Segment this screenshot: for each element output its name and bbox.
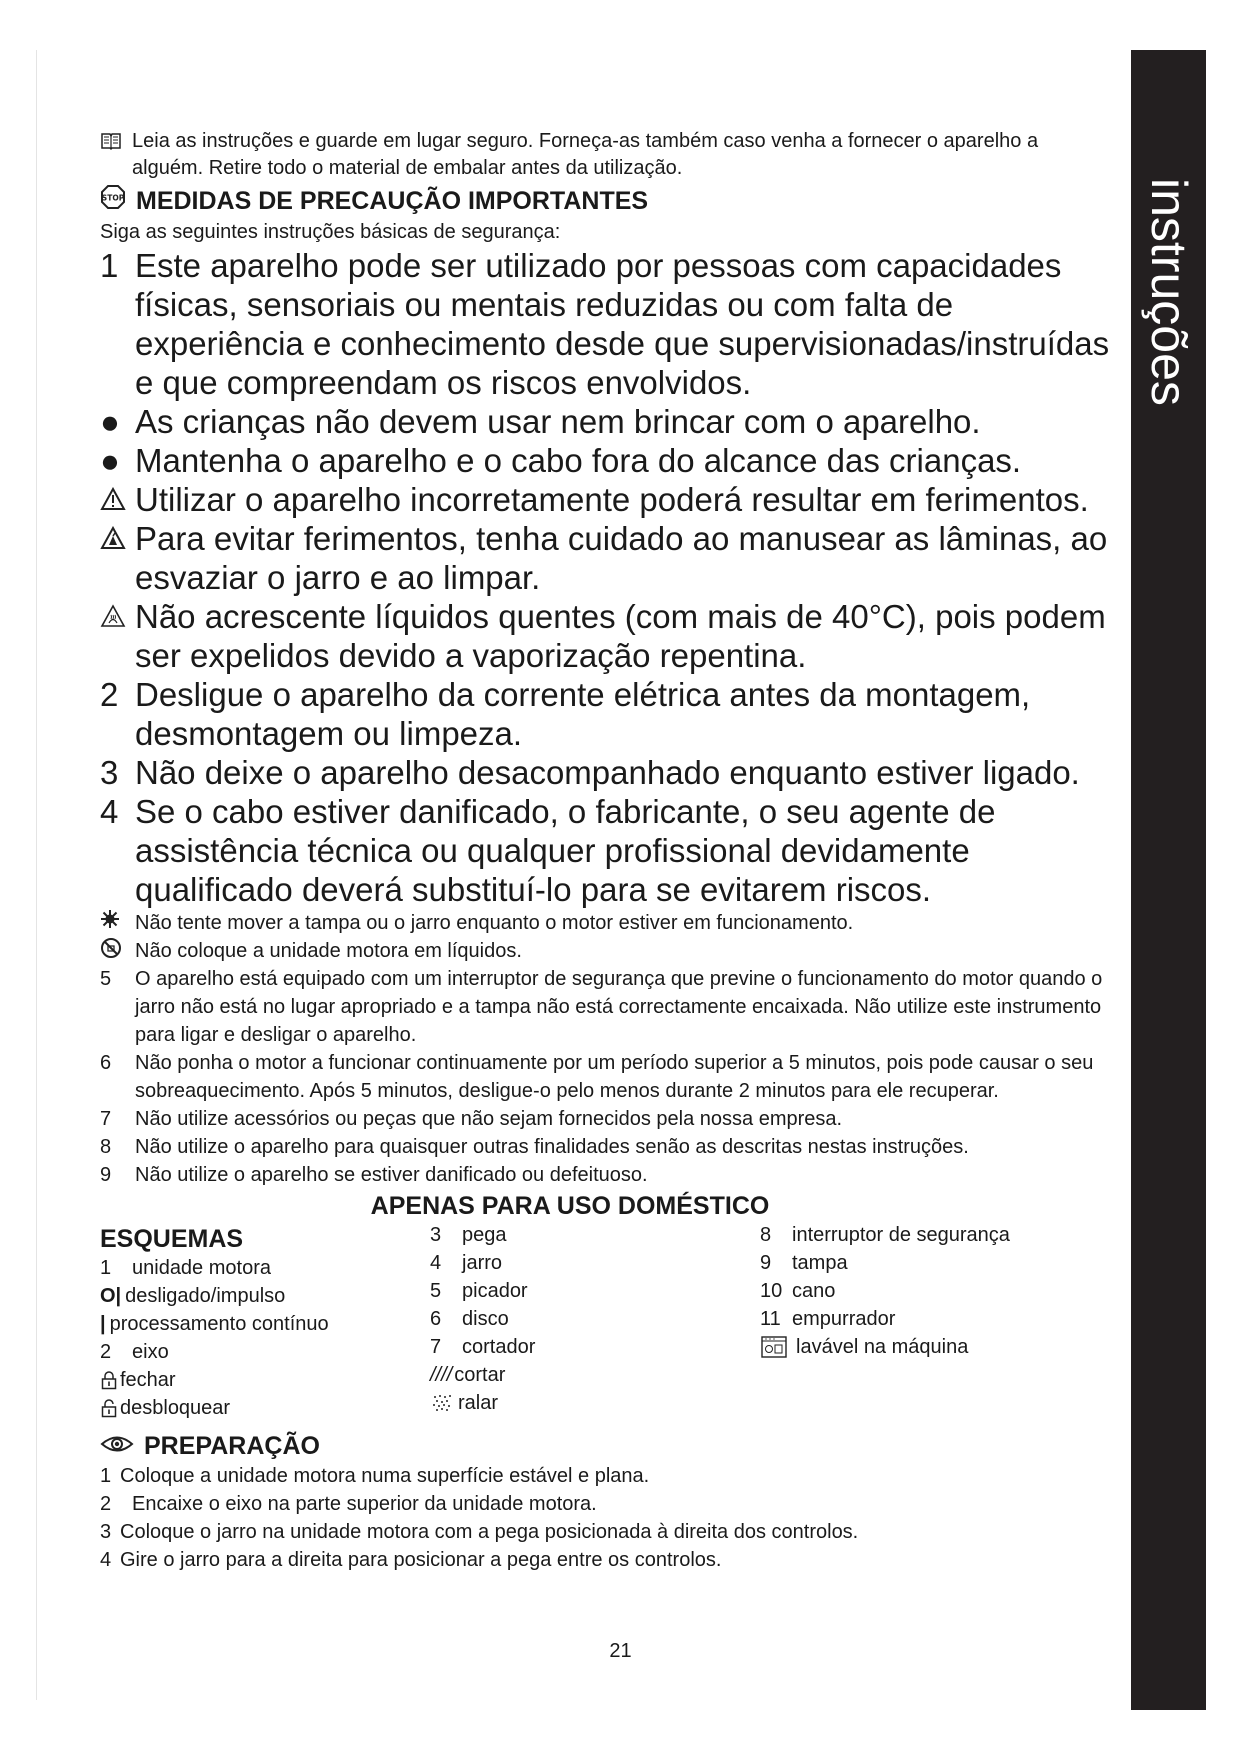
list-item xyxy=(100,1133,1110,1161)
intro-paragraph xyxy=(100,128,1110,182)
item-number: 7 xyxy=(430,1336,442,1358)
list-item xyxy=(100,1161,1110,1189)
schema-item xyxy=(760,1305,1060,1333)
continuous-symbol: | xyxy=(100,1313,106,1335)
precautions-subtitle: Siga as seguintes instruções básicas de segurança: xyxy=(100,221,561,243)
item-label: lavável na máquina xyxy=(796,1336,969,1358)
list-item xyxy=(100,1490,1110,1518)
slice-symbol: //// xyxy=(430,1364,453,1386)
preparation-heading xyxy=(100,1430,1110,1462)
item-label: cano xyxy=(792,1280,836,1302)
side-tab-label: instruções xyxy=(1141,178,1197,406)
item-text: Não utilize o aparelho se estiver danificado ou defeituoso. xyxy=(135,1164,648,1186)
motor-icon xyxy=(100,909,132,937)
schema-item xyxy=(430,1277,760,1305)
page-content xyxy=(100,128,1110,1574)
schema-section xyxy=(100,1221,1110,1422)
item-number: 6 xyxy=(100,1052,112,1074)
item-text: Para evitar ferimentos, tenha cuidado ao manusear as lâminas, ao esvaziar o jarro e ao limpar. xyxy=(135,520,1108,596)
list-item xyxy=(100,597,1110,675)
blade-warning-icon xyxy=(100,519,134,558)
list-item xyxy=(100,909,1110,937)
list-item xyxy=(100,937,1110,965)
list-item xyxy=(100,792,1110,909)
step-number: 4 xyxy=(100,1549,112,1571)
item-text: Desligue o aparelho da corrente elétrica antes da montagem, desmontagem ou limpeza. xyxy=(135,676,1031,752)
bullet: ● xyxy=(100,403,120,440)
step-text: Gire o jarro para a direita para posicionar a pega entre os controlos. xyxy=(120,1549,722,1571)
schema-item xyxy=(430,1249,760,1277)
item-text: Este aparelho pode ser utilizado por pessoas com capacidades físicas, sensoriais ou mentais reduzidas ou com falta de experiência e conhecimento desde que supervisionadas/instruídas e que compreendam os riscos envolvidos. xyxy=(135,247,1110,401)
main-safety-list xyxy=(100,246,1110,909)
item-label: cortador xyxy=(462,1336,536,1358)
list-item xyxy=(100,965,1110,1049)
step-number: 2 xyxy=(100,1493,112,1515)
schema-item xyxy=(760,1221,1060,1249)
list-item xyxy=(100,402,1110,441)
step-text: Encaixe o eixo na parte superior da unidade motora. xyxy=(132,1493,597,1515)
schema-item xyxy=(430,1361,760,1389)
grate-icon xyxy=(430,1393,454,1413)
stop-icon xyxy=(100,184,126,218)
warning-icon xyxy=(100,480,134,519)
eye-icon xyxy=(100,1430,134,1462)
item-label: eixo xyxy=(132,1341,169,1363)
item-text: Mantenha o aparelho e o cabo fora do alcance das crianças. xyxy=(135,442,1022,479)
schema-item xyxy=(430,1389,760,1417)
schema-item xyxy=(100,1366,430,1394)
book-icon xyxy=(100,131,122,159)
schema-column-2 xyxy=(430,1221,760,1422)
item-number: 5 xyxy=(430,1280,442,1302)
lock-icon xyxy=(100,1370,118,1390)
item-number: 4 xyxy=(100,793,119,830)
item-label: jarro xyxy=(462,1252,503,1274)
item-number: 2 xyxy=(100,676,119,713)
item-text: Não coloque a unidade motora em líquidos. xyxy=(135,940,522,962)
item-text: Não utilize acessórios ou peças que não sejam fornecidos pela nossa empresa. xyxy=(135,1108,843,1130)
svg-text:STOP: STOP xyxy=(101,193,125,203)
item-text: Não utilize o aparelho para quaisquer outras finalidades senão as descritas nestas instruções. xyxy=(135,1136,969,1158)
list-item xyxy=(100,1105,1110,1133)
step-text: Coloque a unidade motora numa superfície estável e plana. xyxy=(120,1465,650,1487)
schema-item xyxy=(100,1338,430,1366)
list-item xyxy=(100,1462,1110,1490)
item-text: Não acrescente líquidos quentes (com mais de 40°C), pois podem ser expelidos devido a vaporização repentina. xyxy=(135,598,1106,674)
item-number: 10 xyxy=(760,1280,783,1302)
item-label: tampa xyxy=(792,1252,848,1274)
item-text: Não deixe o aparelho desacompanhado enquanto estiver ligado. xyxy=(135,754,1080,791)
item-text: Utilizar o aparelho incorretamente poderá resultar em ferimentos. xyxy=(135,481,1089,518)
item-number: 1 xyxy=(100,1257,112,1279)
item-label: desligado/impulso xyxy=(125,1285,286,1307)
preparation-steps xyxy=(100,1462,1110,1574)
item-text: O aparelho está equipado com um interruptor de segurança que previne o funcionamento do motor quando o jarro não está no lugar apropriado e a tampa não está correctamente encaixada. Não utilize este instrumento para ligar e desligar o aparelho. xyxy=(135,968,1103,1046)
item-label: interruptor de segurança xyxy=(792,1224,1010,1246)
schema-item xyxy=(430,1333,760,1361)
item-text: Se o cabo estiver danificado, o fabricante, o seu agente de assistência técnica ou qualquer profissional devidamente qualificado deverá substituí-lo para se evitarem riscos. xyxy=(135,793,996,908)
item-number: 3 xyxy=(100,754,119,791)
item-text: Não ponha o motor a funcionar continuamente por um período superior a 5 minutos, pois pode causar o seu sobreaquecimento. Após 5 minutos, desligue-o pelo menos durante 2 minutos para ele recuperar. xyxy=(135,1052,1094,1102)
item-label: desbloquear xyxy=(120,1397,231,1419)
item-number: 9 xyxy=(100,1164,112,1186)
schema-item xyxy=(100,1282,430,1310)
off-pulse-symbol: O| xyxy=(100,1285,122,1307)
schema-item xyxy=(100,1254,430,1282)
item-number: 8 xyxy=(100,1136,112,1158)
item-number: 8 xyxy=(760,1224,772,1246)
list-item xyxy=(100,519,1110,597)
list-item xyxy=(100,753,1110,792)
schema-column-1 xyxy=(100,1221,430,1422)
item-label: fechar xyxy=(120,1369,176,1391)
domestic-use-heading: APENAS PARA USO DOMÉSTICO xyxy=(370,1192,770,1220)
schema-item xyxy=(100,1310,430,1338)
list-item xyxy=(100,246,1110,402)
no-liquid-icon xyxy=(100,937,132,967)
page-number: 21 xyxy=(609,1640,632,1662)
list-item xyxy=(100,480,1110,519)
bullet: ● xyxy=(100,442,120,479)
schema-item xyxy=(760,1333,1060,1361)
item-number: 6 xyxy=(430,1308,442,1330)
item-text: Não tente mover a tampa ou o jarro enquanto o motor estiver em funcionamento. xyxy=(135,912,854,934)
intro-text: Leia as instruções e guarde em lugar seguro. Forneça-as também caso venha a fornecer o aparelho a alguém. Retire todo o material de embalar antes da utilização. xyxy=(132,130,1039,179)
step-text: Coloque o jarro na unidade motora com a pega posicionada à direita dos controlos. xyxy=(120,1521,859,1543)
item-label: cortar xyxy=(454,1364,506,1386)
item-number: 3 xyxy=(430,1224,442,1246)
dishwasher-icon xyxy=(760,1336,788,1358)
item-label: ralar xyxy=(458,1392,499,1414)
list-item xyxy=(100,675,1110,753)
item-label: unidade motora xyxy=(132,1257,271,1279)
schema-item xyxy=(430,1305,760,1333)
item-number: 7 xyxy=(100,1108,112,1130)
schema-item xyxy=(760,1249,1060,1277)
hot-liquid-warning-icon xyxy=(100,597,134,636)
schema-item xyxy=(760,1277,1060,1305)
schema-item xyxy=(430,1221,760,1249)
item-label: pega xyxy=(462,1224,507,1246)
item-number: 2 xyxy=(100,1341,112,1363)
schema-item xyxy=(100,1394,430,1422)
item-label: picador xyxy=(462,1280,528,1302)
unlock-icon xyxy=(100,1398,118,1418)
list-item xyxy=(100,1546,1110,1574)
item-label: empurrador xyxy=(792,1308,896,1330)
preparation-title: PREPARAÇÃO xyxy=(144,1432,320,1460)
item-text: As crianças não devem usar nem brincar com o aparelho. xyxy=(135,403,981,440)
list-item xyxy=(100,1049,1110,1105)
schema-column-3 xyxy=(760,1221,1060,1422)
precautions-title: MEDIDAS DE PRECAUÇÃO IMPORTANTES xyxy=(136,187,649,215)
side-tab xyxy=(1131,50,1206,1710)
step-number: 1 xyxy=(100,1465,112,1487)
precautions-heading xyxy=(100,184,1110,218)
item-number: 1 xyxy=(100,247,119,284)
secondary-safety-list xyxy=(100,909,1110,1189)
page-edge-line xyxy=(36,50,37,1700)
item-label: processamento contínuo xyxy=(109,1313,329,1335)
item-number: 11 xyxy=(760,1308,781,1330)
list-item xyxy=(100,441,1110,480)
item-number: 4 xyxy=(430,1252,442,1274)
item-number: 9 xyxy=(760,1252,772,1274)
item-number: 5 xyxy=(100,968,112,990)
schema-title: ESQUEMAS xyxy=(100,1225,244,1253)
item-label: disco xyxy=(462,1308,509,1330)
step-number: 3 xyxy=(100,1521,112,1543)
list-item xyxy=(100,1518,1110,1546)
